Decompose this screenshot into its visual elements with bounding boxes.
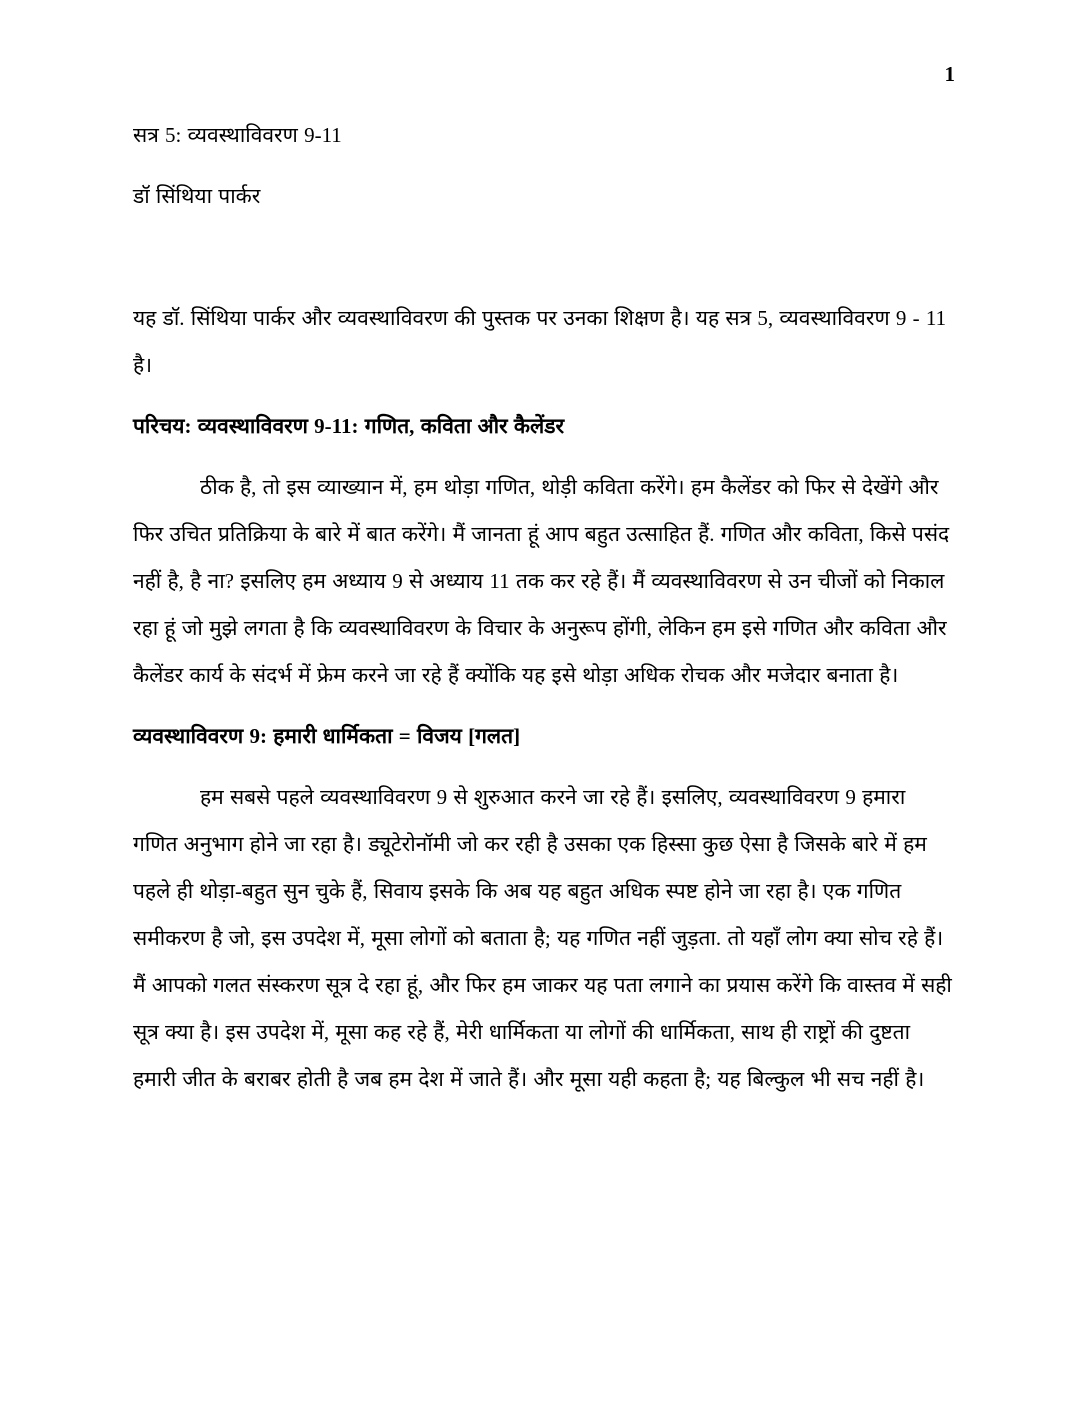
section-heading-introduction: परिचय: व्यवस्थाविवरण 9-11: गणित, कविता और कैलेंडर: [133, 414, 565, 438]
author-name: डॉ सिंथिया पार्कर: [133, 184, 261, 208]
section-paragraph-deuteronomy-9: हम सबसे पहले व्यवस्थाविवरण 9 से शुरुआत करने जा रहे हैं। इसलिए, व्यवस्थाविवरण 9 हमारा गणित अनुभाग होने जा रहा है। ड्यूटेरोनॉमी जो कर रही है उसका एक हिस्सा कुछ ऐसा है जिसके बारे में हम पहले ही थोड़ा-बहुत सुन चुके हैं, सिवाय इसके कि अब यह बहुत अधिक स्पष्ट होने जा रहा है। एक गणित समीकरण है जो, इस उपदेश में, मूसा लोगों को बताता है; यह गणित नहीं जुड़ता. तो यहाँ लोग क्या सोच रहे हैं। मैं आपको गलत संस्करण सूत्र दे रहा हूं, और फिर हम जाकर यह पता लगाने का प्रयास करेंगे कि वास्तव में सही सूत्र क्या है। इस उपदेश में, मूसा कह रहे हैं, मेरी धार्मिकता या लोगों की धार्मिकता, साथ ही राष्ट्रों की दुष्टता हमारी जीत के बराबर होती है जब हम देश में जाते हैं। और मूसा यही कहता है; यह बिल्कुल भी सच नहीं है।: [133, 785, 952, 1091]
session-title: सत्र 5: व्यवस्थाविवरण 9-11: [133, 123, 342, 147]
section-paragraph-introduction: ठीक है, तो इस व्याख्यान में, हम थोड़ा गणित, थोड़ी कविता करेंगे। हम कैलेंडर को फिर से देखेंगे और फिर उचित प्रतिक्रिया के बारे में बात करेंगे। मैं जानता हूं आप बहुत उत्साहित हैं. गणित और कविता, किसे पसंद नहीं है, है ना? इसलिए हम अध्याय 9 से अध्याय 11 तक कर रहे हैं। मैं व्यवस्थाविवरण से उन चीजों को निकाल रहा हूं जो मुझे लगता है कि व्यवस्थाविवरण के विचार के अनुरूप होंगी, लेकिन हम इसे गणित और कविता और कैलेंडर कार्य के संदर्भ में फ्रेम करने जा रहे हैं क्योंकि यह इसे थोड़ा अधिक रोचक और मजेदार बनाता है।: [133, 475, 950, 687]
document-content: [133, 112, 955, 1117]
section-heading-deuteronomy-9: व्यवस्थाविवरण 9: हमारी धार्मिकता = विजय [गलत]: [133, 724, 521, 748]
page-number: 1: [944, 62, 955, 86]
intro-paragraph: यह डॉ. सिंथिया पार्कर और व्यवस्थाविवरण की पुस्तक पर उनका शिक्षण है। यह सत्र 5, व्यवस्थाविवरण 9 - 11 है।: [133, 306, 947, 377]
blank-line: [133, 234, 955, 281]
